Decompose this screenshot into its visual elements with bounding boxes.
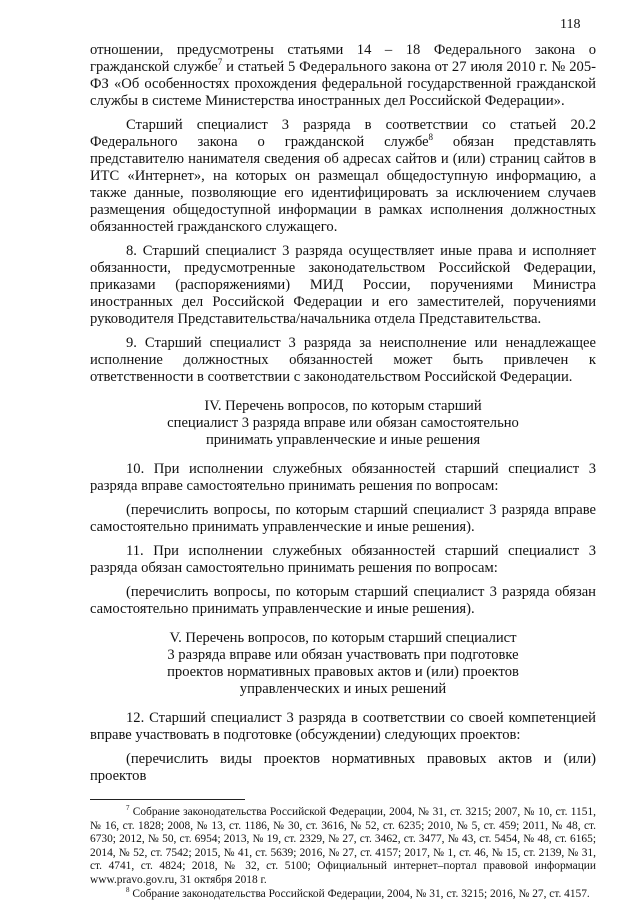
footnote-ref: 7 (217, 57, 223, 67)
paragraph-11-list: (перечислить вопросы, по которым старший специалист 3 разряда обязан самостоятельно принимать управленческие и иные решения). (90, 584, 596, 617)
heading-line: IV. Перечень вопросов, по которым старший (204, 398, 482, 414)
footnote-separator (90, 799, 245, 800)
section-heading-iv (90, 398, 596, 449)
heading-line: 3 разряда вправе или обязан участвовать при подготовке (167, 647, 519, 663)
heading-line: проектов нормативных правовых актов и (или) проектов (167, 664, 519, 680)
paragraph-websites (90, 117, 596, 236)
footnote-mark: 7 (126, 804, 130, 812)
paragraph-11: 11. При исполнении служебных обязанностей старший специалист 3 разряда обязан самостоятельно принимать решения по вопросам: (90, 543, 596, 576)
paragraph-9: 9. Старший специалист 3 разряда за неисполнение или ненадлежащее исполнение должностных обязанностей может быть привлечен к ответственности в соответствии с законодательством Российской Федерации. (90, 335, 596, 385)
paragraph-10: 10. При исполнении служебных обязанностей старший специалист 3 разряда вправе самостоятельно принимать решения по вопросам: (90, 461, 596, 494)
footnote-text: Собрание законодательства Российской Федерации, 2004, № 31, ст. 3215; 2007, № 10, ст. 1151, № 16, ст. 1828; 2008, № 13, ст. 1186, № 30, ст. 3616, № 52, ст. 6235; 2010, № 5, ст. 459; 2011, № 48, ст. 6730; 2012, № 50, ст. 6954; 2013, № 19, ст. 2329, № 27, ст. 3462, ст. 3477, № 43, ст. 5454, № 48, ст. 6165; 2014, № 52, ст. 7542; 2015, № 41, ст. 5639; 2016, № 27, ст. 4157; 2017, № 1, ст. 46, № 15, ст. 2139, № 31, ст. 4741, ст. 4824; 2018, № 32, ст. 5100; Официальный интернет–портал правовой информации www.pravo.gov.ru, 31 октября 2018 г. (90, 806, 596, 886)
text: отношении, предусмотрены статьями 14 – 18 Федерального закона о гражданской службе (90, 42, 596, 75)
footnote-7 (90, 806, 596, 888)
paragraph-8: 8. Старший специалист 3 разряда осуществляет иные права и исполняет обязанности, предусмотренные законодательством Российской Федерации, приказами (распоряжениями) МИД России, поручениями Министра иностранных дел Российской Федерации и его заместителей, поручениями руководителя Представительства/начальника отдела Представительства. (90, 243, 596, 327)
text: обязан представлять представителю нанимателя сведения об адресах сайтов и (или) страниц сайтов в ИТС «Интернет», на которых он размещал общедоступную информацию, а также данные, позволяющие его идентифицировать за исключением случаев размещения общедоступной информации в рамках исполнения должностных обязанностей гражданского служащего. (90, 134, 596, 235)
footnote-ref: 8 (428, 132, 434, 142)
heading-line: принимать управленческие и иные решения (205, 432, 481, 448)
paragraph-continuation (90, 42, 596, 110)
text: Старший специалист 3 разряда в соответствии со статьей 20.2 Федерального закона о гражданской службе (90, 117, 596, 150)
footnote-8 (90, 885, 596, 902)
heading-line: специалист 3 разряда вправе или обязан самостоятельно (167, 415, 519, 431)
section-heading-v (90, 630, 596, 698)
footnote-mark: 8 (126, 885, 130, 894)
footnote-text: Собрание законодательства Российской Федерации, 2004, № 31, ст. 3215; 2016, № 27, ст. 4157. (129, 887, 590, 900)
text: и статьей 5 Федерального закона от 27 июля 2010 г. № 205-ФЗ «Об особенностях прохождения федеральной государственной гражданской службы в системе Министерства иностранных дел Российской Федерации». (90, 59, 597, 109)
page-number: 118 (560, 17, 581, 32)
paragraph-12-list: (перечислить виды проектов нормативных правовых актов и (или) проектов (90, 751, 596, 784)
paragraph-10-list: (перечислить вопросы, по которым старший специалист 3 разряда вправе самостоятельно принимать управленческие и иные решения). (90, 502, 596, 535)
paragraph-12: 12. Старший специалист 3 разряда в соответствии со своей компетенцией вправе участвовать в подготовке (обсуждении) следующих проектов: (90, 710, 596, 743)
heading-line: V. Перечень вопросов, по которым старший специалист (169, 630, 517, 646)
heading-line: управленческих и иных решений (239, 681, 447, 697)
